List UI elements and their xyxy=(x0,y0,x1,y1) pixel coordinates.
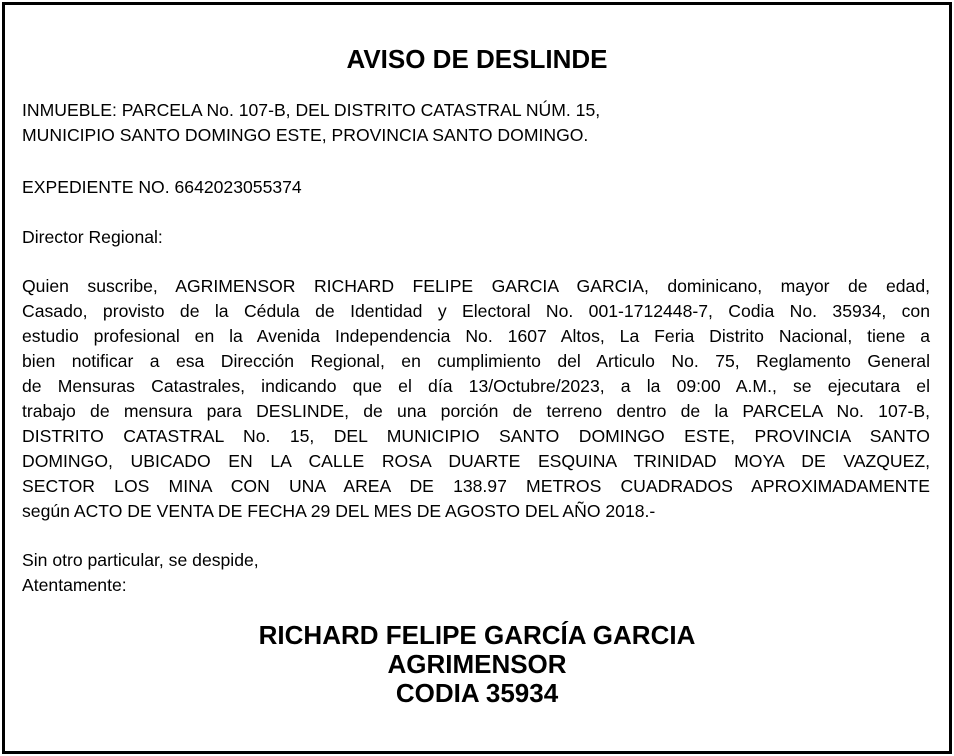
notice-body xyxy=(22,274,930,524)
closing xyxy=(22,548,930,598)
signature-role: AGRIMENSOR xyxy=(387,649,567,679)
signature-codia: CODIA 35934 xyxy=(395,678,559,708)
body-line: trabajo de mensura para DESLINDE, de una porción de terreno dentro de la PARCELA No. 107-B, xyxy=(22,401,930,421)
file-number-text: EXPEDIENTE NO. 6642023055374 xyxy=(22,177,302,197)
signature-name: RICHARD FELIPE GARCÍA GARCIA xyxy=(258,620,696,650)
salutation-text: Director Regional: xyxy=(22,227,163,247)
property-line-2: MUNICIPIO SANTO DOMINGO ESTE, PROVINCIA SANTO DOMINGO. xyxy=(22,125,589,145)
legal-notice xyxy=(2,2,952,754)
body-line: según ACTO DE VENTA DE FECHA 29 DEL MES DE AGOSTO DEL AÑO 2018.- xyxy=(22,501,656,521)
closing-line-2: Atentamente: xyxy=(22,575,127,595)
property-line-1: INMUEBLE: PARCELA No. 107-B, DEL DISTRITO CATASTRAL NÚM. 15, xyxy=(22,100,601,120)
body-line: SECTOR LOS MINA CON UNA AREA DE 138.97 METROS CUADRADOS APROXIMADAMENTE xyxy=(22,476,930,496)
body-line: DOMINGO, UBICADO EN LA CALLE ROSA DUARTE ESQUINA TRINIDAD MOYA DE VAZQUEZ, xyxy=(22,451,930,471)
body-line: estudio profesional en la Avenida Independencia No. 1607 Altos, La Feria Distrito Nacional, tiene a xyxy=(22,326,930,346)
notice-title: AVISO DE DESLINDE xyxy=(346,44,608,74)
closing-line-1: Sin otro particular, se despide, xyxy=(22,550,259,570)
body-line: Quien suscribe, AGRIMENSOR RICHARD FELIPE GARCIA GARCIA, dominicano, mayor de edad, xyxy=(22,276,930,296)
file-number xyxy=(22,175,930,200)
body-line: de Mensuras Catastrales, indicando que el día 13/Octubre/2023, a la 09:00 A.M., se ejecutara el xyxy=(22,376,930,396)
body-line: bien notificar a esa Dirección Regional, en cumplimiento del Articulo No. 75, Reglamento General xyxy=(22,351,930,371)
body-line: Casado, provisto de la Cédula de Identidad y Electoral No. 001-1712448-7, Codia No. 35934, con xyxy=(22,301,930,321)
salutation xyxy=(22,225,930,250)
signature-block xyxy=(5,621,949,708)
body-line: DISTRITO CATASTRAL No. 15, DEL MUNICIPIO SANTO DOMINGO ESTE, PROVINCIA SANTO xyxy=(22,426,930,446)
property-description xyxy=(22,98,930,148)
